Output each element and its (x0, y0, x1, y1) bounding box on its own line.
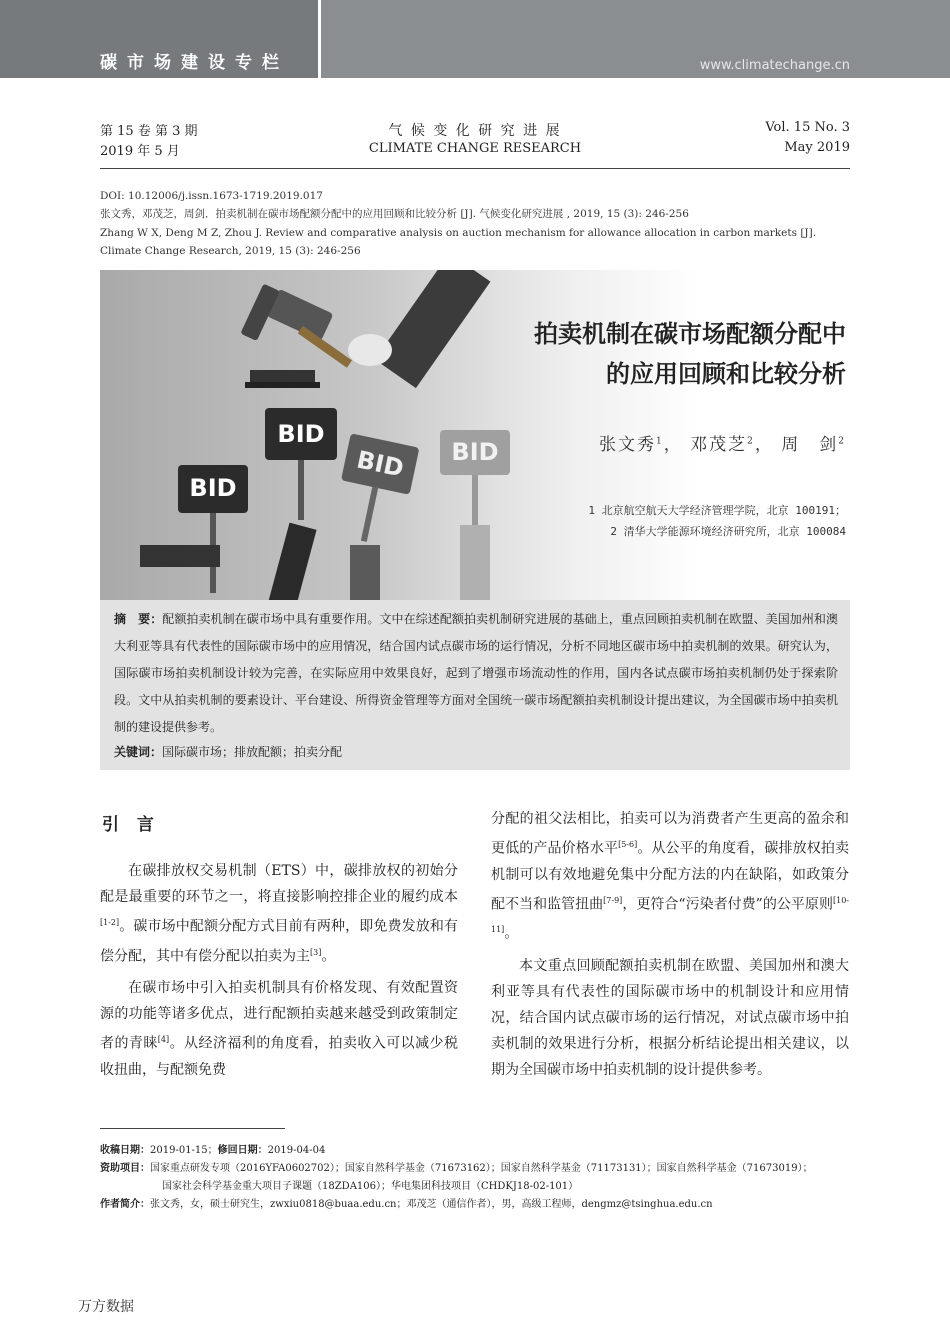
paragraph: 在碳市场中引入拍卖机制具有价格发现、有效配置资源的功能等诸多优点，进行配额拍卖越来越受到政策制定者的青睐[4]。从经济福利的角度看，拍卖收入可以减少税收扭曲，与配额免费 (100, 980, 459, 1078)
bid-sign-4 (440, 430, 510, 525)
title-line-1: 拍卖机制在碳市场配额分配中 (534, 320, 846, 348)
suit-arm-icon (348, 270, 490, 388)
arm-2 (269, 523, 317, 600)
site-url-link[interactable]: www.climatechange.cn (699, 58, 850, 73)
left-column (100, 858, 458, 1083)
arm-4 (460, 525, 490, 600)
date-cn: 2019 年 5 月 (100, 144, 180, 159)
volume-en: Vol. 15 No. 3 (765, 120, 850, 135)
title-banner (100, 270, 850, 600)
footnote-funding: 资助项目：国家重点研发专项（2016YFA0602702）；国家自然科学基金（71673162）；国家自然科学基金（71173131）；国家自然科学基金（71673019）； (100, 1163, 813, 1174)
paragraph: 本文重点回顾配额拍卖机制在欧盟、美国加州和澳大利亚等具有代表性的国际碳市场中的机制设计和应用情况，结合国内试点碳市场的运行情况，对试点碳市场中拍卖机制的效果进行分析，根据分析结论提出相关建议，以期为全国碳市场中拍卖机制的设计提供参考。 (491, 957, 849, 1078)
arm-1 (140, 545, 220, 567)
bid-sign-2 (265, 408, 337, 520)
reference-link[interactable]: [1-2] (100, 918, 120, 927)
citation-cn: 张文秀，邓茂芝，周剑．拍卖机制在碳市场配额分配中的应用回顾和比较分析 [J]. 气候变化研究进展 , 2019, 15 (3): 246-256 (100, 208, 689, 220)
reference-link[interactable]: [10-11] (491, 895, 849, 935)
reference-link[interactable]: [3] (310, 947, 322, 957)
abstract-label: 摘 要： (114, 612, 163, 626)
paragraph: 分配的祖父法相比，拍卖可以为消费者产生更高的盈余和更低的产品价格水平[5-6]。从公平的角度看，碳排放权拍卖机制可以有效地避免集中分配方法的内在缺陷，如政策分配不当和监管扭曲[7-9]，更符合“污染者付费”的公平原则[10-11]。 (491, 811, 849, 942)
reference-link[interactable]: [4] (157, 1035, 170, 1045)
affiliation-2: 2 清华大学能源环境经济研究所，北京 100084 (610, 525, 846, 538)
journal-name-en: CLIMATE CHANGE RESEARCH (368, 141, 582, 156)
author-name: 邓茂芝 (690, 435, 748, 455)
author-name: 周 剑 (781, 435, 839, 455)
doi-link[interactable]: DOI: 10.12006/j.issn.1673-1719.2019.017 (100, 190, 323, 202)
keywords (114, 739, 838, 766)
column-title: 碳市场建设专栏 (100, 53, 289, 73)
citation-en: Zhang W X, Deng M Z, Zhou J. Review and comparative analysis on auction mechanism for allowance allocation in carbon markets [J]. Climate Change Research, 2019, 15 (3): 246-256 (100, 227, 817, 257)
keywords-label: 关键词： (114, 745, 163, 759)
footnote-rule (100, 1128, 285, 1129)
paragraph: 在碳排放权交易机制（ETS）中，碳排放权的初始分配是最重要的环节之一，将直接影响控排企业的履约成本[1-2]。碳市场中配额分配方式目前有两种，即免费发放和有偿分配，其中有偿分配以拍卖为主[3]。 (100, 863, 458, 965)
abstract-text: 配额拍卖机制在碳市场中具有重要作用。文中在综述配额拍卖机制研究进展的基础上，重点回顾拍卖机制在欧盟、美国加州和澳大利亚等具有代表性的国际碳市场中的应用情况，结合国内试点碳市场的运行情况，分析不同地区碳市场中拍卖机制的效果。研究认为，国际碳市场拍卖机制设计较为完善，在实际应用中效果良好，起到了增强市场流动性的作用，国内各试点碳市场拍卖机制仍处于探索阶段。文中从拍卖机制的要素设计、平台建设、所得资金管理等方面对全国统一碳市场配额拍卖机制设计提出建议，为全国碳市场中拍卖机制的建设提供参考。 (114, 612, 838, 734)
gavel-icon (240, 284, 352, 388)
journal-name-cn: 气 候 变 化 研 究 进 展 (388, 123, 562, 139)
section-heading-intro: 引 言 (102, 815, 160, 835)
bid-sign-1 (178, 465, 248, 593)
bid-sign-3 (330, 433, 420, 548)
affiliation-1: 1 北京航空航天大学经济管理学院，北京 100191； (588, 504, 846, 517)
reference-link[interactable]: [7-9] (603, 895, 623, 905)
footnote-dates: 收稿日期：2019-01-15；修回日期：2019-04-04 (100, 1145, 326, 1156)
article-title (534, 314, 846, 394)
author-name: 张文秀 (598, 435, 656, 455)
abstract (114, 606, 838, 741)
right-column (491, 806, 849, 1083)
bid-sign-2-label: BID (277, 420, 325, 448)
header-band-separator (318, 0, 321, 78)
bid-sign-1-label: BID (189, 474, 237, 502)
abstract-box (100, 600, 850, 770)
wanfang-watermark: 万方数据 (78, 1299, 134, 1315)
header-band-right (320, 0, 950, 78)
date-en: May 2019 (784, 140, 850, 155)
bid-sign-3-label: BID (354, 445, 407, 483)
keywords-text: 国际碳市场；排放配额；拍卖分配 (162, 745, 343, 759)
title-line-2: 的应用回顾和比较分析 (606, 360, 846, 388)
footnote-funding-cont: 国家社会科学基金重大项目子课题（18ZDA106）；华电集团科技项目（CHDKJ18-02-101） (162, 1181, 579, 1192)
author-list: 张文秀$^1$， 邓茂芝$^2$， 周 剑$^2$ (598, 435, 846, 455)
bid-sign-4-label: BID (451, 438, 499, 466)
footnote-author: 作者简介：张文秀，女，硕士研究生，zwxiu0818@buaa.edu.cn；邓茂芝（通信作者），男，高级工程师，dengmz@tsinghua.edu.cn (100, 1199, 713, 1210)
masthead-rule (100, 168, 850, 169)
auction-illustration (100, 270, 560, 600)
reference-link[interactable]: [5-6] (618, 840, 638, 849)
volume-cn: 第 15 卷 第 3 期 (100, 124, 198, 139)
arm-3 (350, 545, 380, 600)
